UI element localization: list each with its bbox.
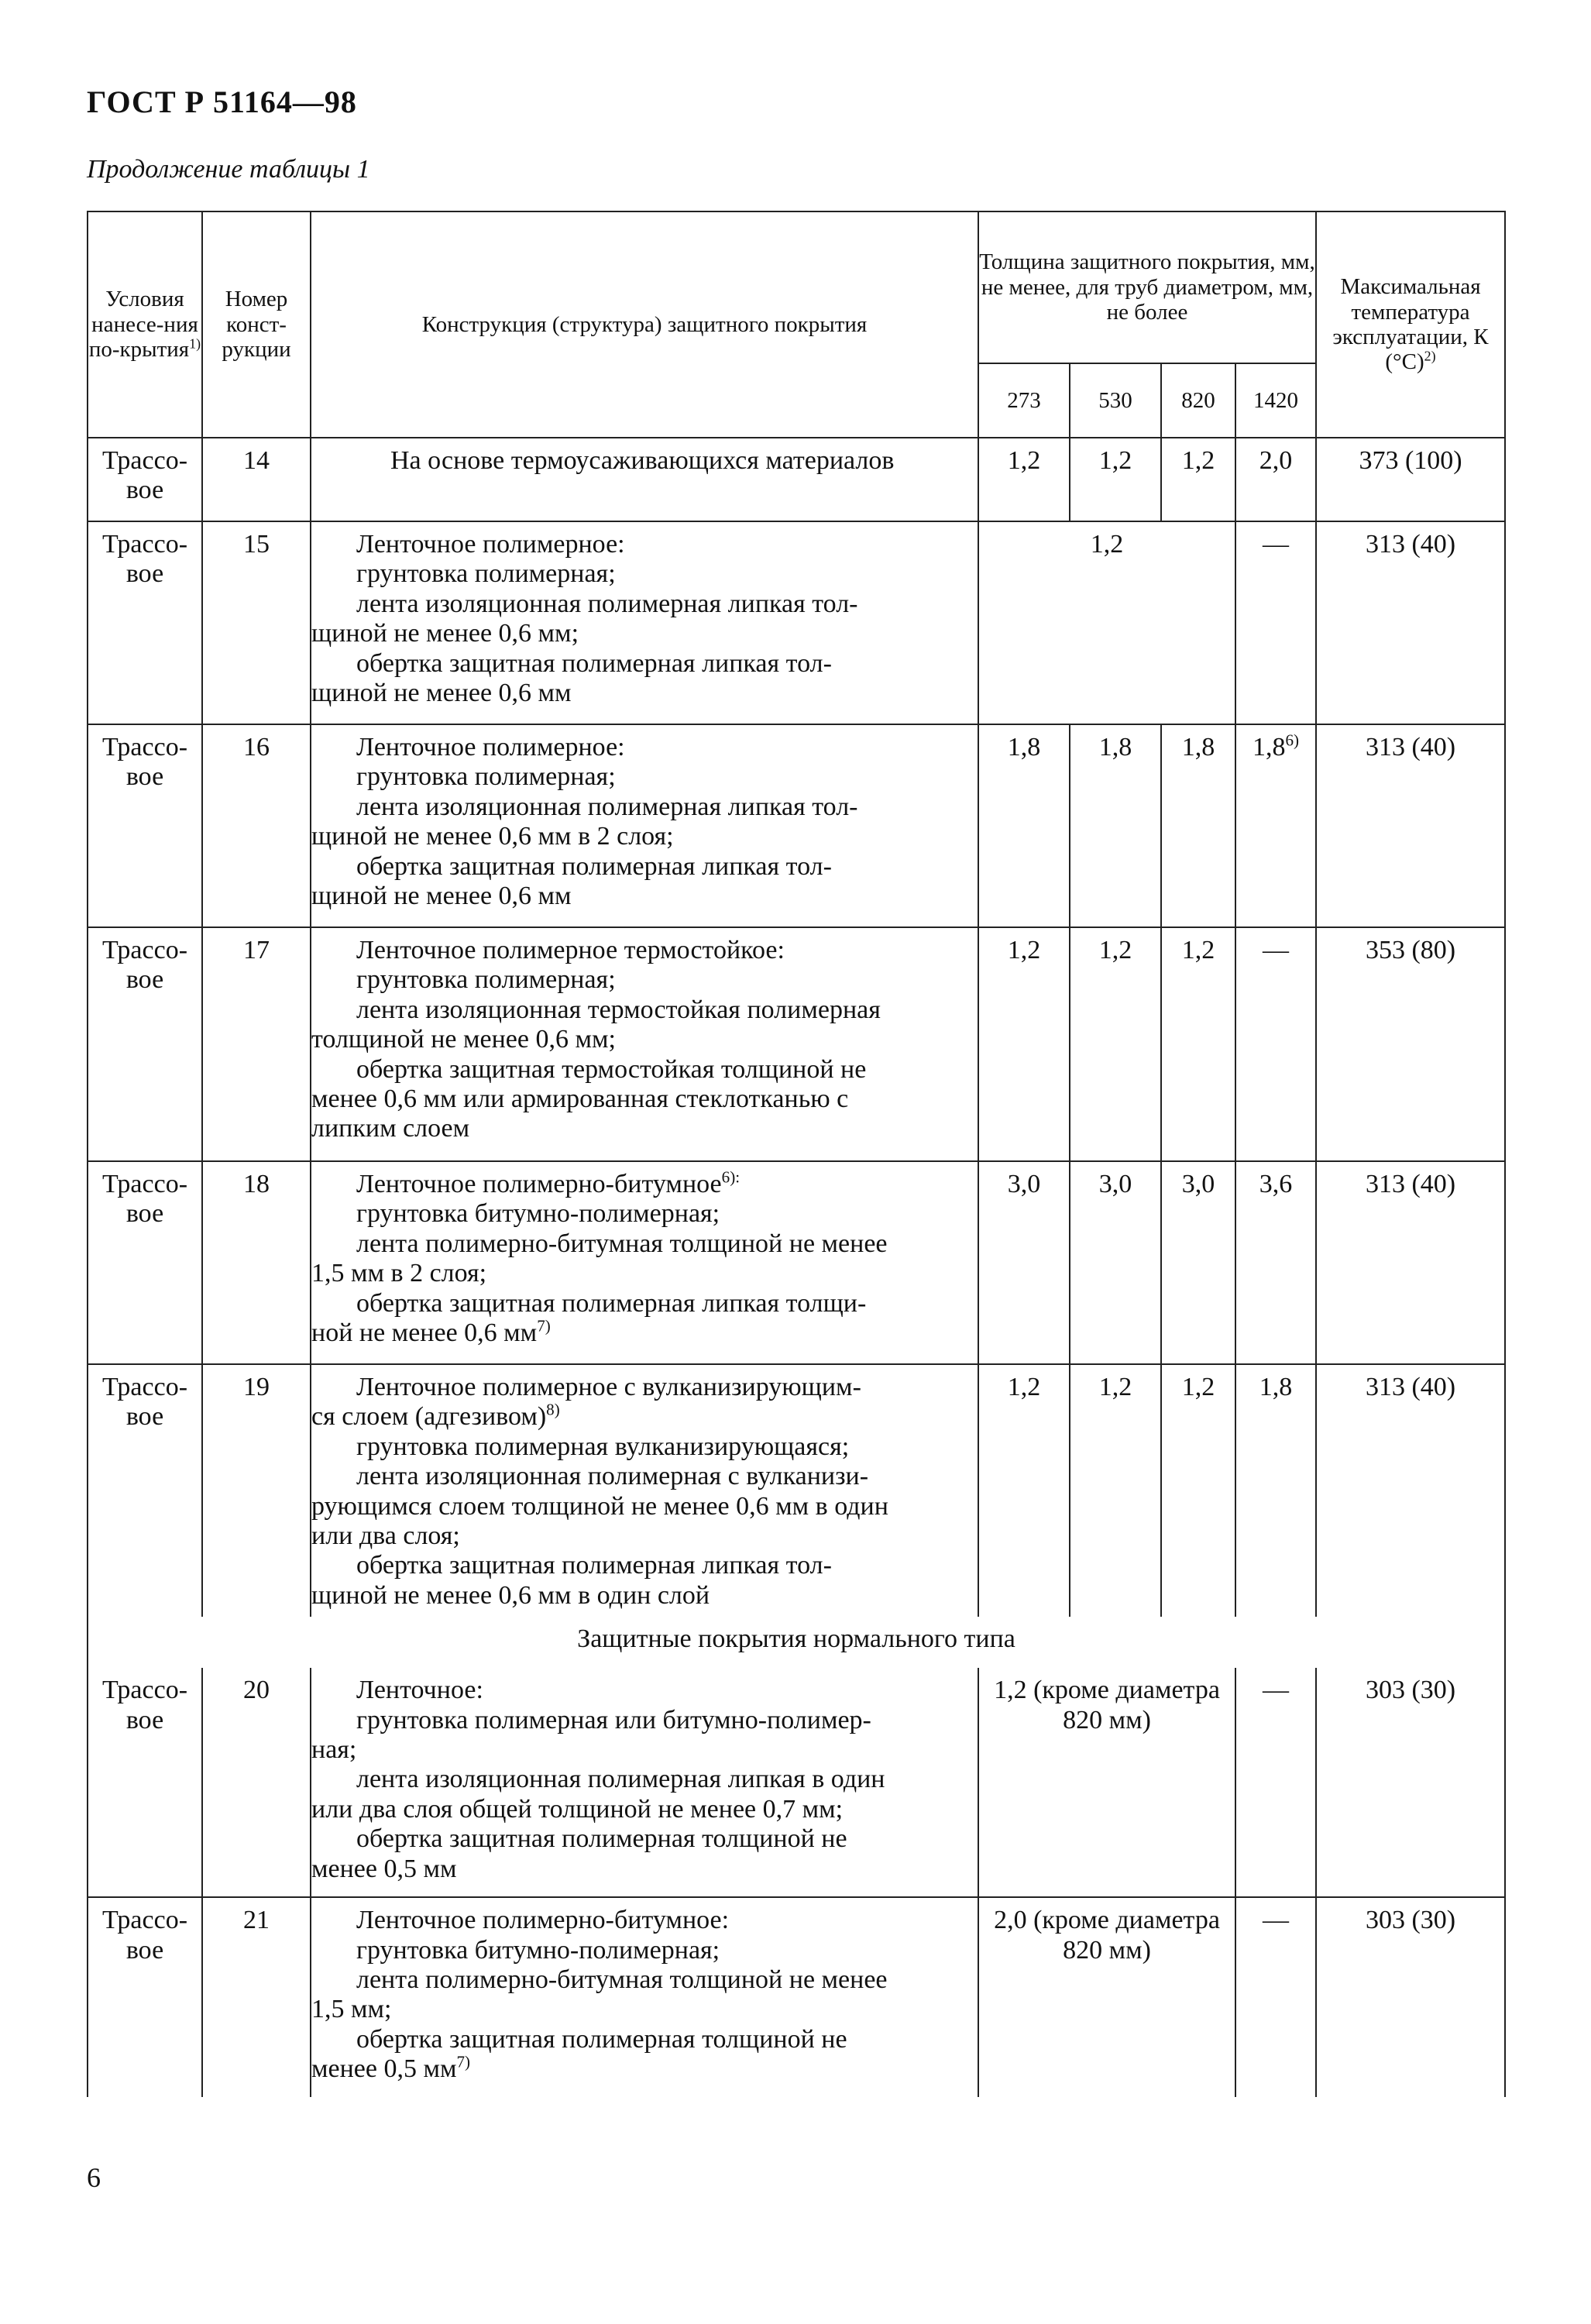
max-temperature: 313 (40) — [1316, 724, 1505, 927]
construction-number: 14 — [202, 438, 311, 521]
thickness-530: 1,2 — [1070, 1364, 1161, 1617]
construction-line: обертка защитная полимерная толщиной не — [356, 2024, 847, 2054]
header-thickness: Толщина защитного покрытия, мм, не менее, для труб диаметром, мм, не более — [978, 211, 1316, 363]
construction-line: 1,5 мм в 2 слоя; — [311, 1259, 487, 1288]
construction-line: лента изоляционная полимерная липкая в один — [356, 1765, 885, 1794]
construction-line: обертка защитная полимерная липкая тол- — [356, 648, 832, 678]
construction-line: щиной не менее 0,6 мм в 2 слоя; — [311, 822, 674, 851]
construction-line: толщиной не менее 0,6 мм; — [311, 1025, 616, 1054]
construction-line: Ленточное полимерное: — [356, 530, 625, 559]
table-row — [88, 1668, 1505, 1897]
construction-line: или два слоя общей толщиной не менее 0,7 мм; — [311, 1794, 844, 1824]
header-diameter-1420: 1420 — [1235, 363, 1316, 438]
construction-description — [311, 1668, 978, 1897]
max-temperature: 313 (40) — [1316, 1364, 1505, 1617]
construction-number: 16 — [202, 724, 311, 927]
construction-description — [311, 1364, 978, 1617]
header-diameter-273: 273 — [978, 363, 1070, 438]
construction-line: лента изоляционная полимерная липкая тол- — [356, 589, 858, 618]
construction-line: Ленточное полимерно-битумное$^{6):}$ — [356, 1167, 741, 1198]
construction-description — [311, 724, 978, 927]
construction-line: Ленточное полимерно-битумное: — [356, 1906, 730, 1935]
construction-description — [311, 1161, 978, 1364]
construction-line: липким слоем — [311, 1114, 470, 1143]
thickness-merged: 1,2 (кроме диаметра 820 мм) — [978, 1668, 1235, 1897]
table-row — [88, 724, 1505, 927]
construction-line: щиной не менее 0,6 мм — [311, 679, 572, 708]
construction-line: обертка защитная термостойкая толщиной не — [356, 1054, 867, 1084]
thickness-1420: — — [1235, 1668, 1316, 1897]
conditions-cell: Трассо-вое — [88, 927, 202, 1161]
construction-line: обертка защитная полимерная липкая толщи- — [356, 1288, 867, 1318]
construction-number: 19 — [202, 1364, 311, 1617]
thickness-820: 1,8 — [1161, 724, 1235, 927]
page-number: 6 — [87, 2162, 101, 2193]
thickness-530: 1,8 — [1070, 724, 1161, 927]
table-row — [88, 927, 1505, 1161]
section-heading-row — [88, 1617, 1505, 1668]
construction-line: лента полимерно-битумная толщиной не менее — [356, 1965, 888, 1995]
construction-line: щиной не менее 0,6 мм в один слой — [311, 1580, 710, 1610]
construction-number: 18 — [202, 1161, 311, 1364]
construction-line: лента изоляционная полимерная с вулканизи- — [356, 1462, 869, 1491]
thickness-273: 1,2 — [978, 927, 1070, 1161]
coating-table — [87, 211, 1506, 2097]
header-max-temperature: Максимальная температура эксплуатации, К $(^\circ С)^{2)}$ — [1316, 211, 1505, 438]
document-title: ГОСТ Р 51164—98 — [87, 84, 357, 119]
max-temperature: 313 (40) — [1316, 521, 1505, 724]
max-temperature: 353 (80) — [1316, 927, 1505, 1161]
conditions-cell: Трассо-вое — [88, 438, 202, 521]
construction-description — [311, 1897, 978, 2097]
thickness-1420: — — [1235, 521, 1316, 724]
header-conditions: Условия нанесе-ния по-крытия$^{1)}$ — [88, 211, 202, 438]
max-temperature: 303 (30) — [1316, 1668, 1505, 1897]
table-row — [88, 1161, 1505, 1364]
thickness-1420: 1,8 — [1235, 1364, 1316, 1617]
construction-number: 21 — [202, 1897, 311, 2097]
construction-line: или два слоя; — [311, 1521, 460, 1551]
thickness-530: 3,0 — [1070, 1161, 1161, 1364]
construction-line: щиной не менее 0,6 мм — [311, 882, 572, 911]
construction-line: грунтовка полимерная вулканизирующаяся; — [356, 1432, 850, 1461]
construction-line: ся слоем (адгезивом)$^{8)}$ — [311, 1401, 560, 1432]
conditions-cell: Трассо-вое — [88, 724, 202, 927]
construction-line: рующимся слоем толщиной не менее 0,6 мм в один — [311, 1491, 888, 1521]
thickness-820: 3,0 — [1161, 1161, 1235, 1364]
construction-line: лента изоляционная термостойкая полимерная — [356, 995, 881, 1024]
thickness-1420: — — [1235, 927, 1316, 1161]
thickness-273: 1,2 — [978, 1364, 1070, 1617]
construction-line: щиной не менее 0,6 мм; — [311, 619, 579, 648]
thickness-273: 1,2 — [978, 438, 1070, 521]
thickness-merged: 2,0 (кроме диаметра 820 мм) — [978, 1897, 1235, 2097]
construction-line: обертка защитная полимерная толщиной не — [356, 1824, 847, 1854]
construction-line: грунтовка полимерная или битумно-полимер- — [356, 1705, 871, 1734]
table-row — [88, 1364, 1505, 1617]
section-heading: Защитные покрытия нормального типа — [88, 1617, 1505, 1668]
construction-line: грунтовка битумно-полимерная; — [356, 1199, 720, 1229]
thickness-1420: — — [1235, 1897, 1316, 2097]
construction-line: Ленточное полимерное термостойкое: — [356, 936, 785, 964]
header-diameter-530: 530 — [1070, 363, 1161, 438]
construction-line: менее 0,5 мм — [311, 1854, 457, 1883]
table-row — [88, 1897, 1505, 2097]
construction-line: Ленточное полимерное с вулканизирующим- — [356, 1373, 861, 1401]
construction-number: 17 — [202, 927, 311, 1161]
construction-line: На основе термоусаживающихся материалов — [390, 446, 895, 475]
thickness-1420: 2,0 — [1235, 438, 1316, 521]
construction-line: лента изоляционная полимерная липкая тол- — [356, 792, 858, 821]
max-temperature: 303 (30) — [1316, 1897, 1505, 2097]
construction-number: 20 — [202, 1668, 311, 1897]
construction-line: менее 0,5 $мм^{7)}$ — [311, 2052, 471, 2084]
construction-description — [311, 927, 978, 1161]
conditions-cell: Трассо-вое — [88, 1897, 202, 2097]
construction-line: грунтовка полимерная; — [356, 762, 616, 792]
conditions-cell: Трассо-вое — [88, 1668, 202, 1897]
thickness-820: 1,2 — [1161, 438, 1235, 521]
construction-line: грунтовка полимерная; — [356, 559, 616, 589]
construction-line: ная; — [311, 1735, 357, 1765]
thickness-530: 1,2 — [1070, 438, 1161, 521]
conditions-cell: Трассо-вое — [88, 1161, 202, 1364]
construction-line: обертка защитная полимерная липкая тол- — [356, 1551, 832, 1580]
thickness-1420: 3,6 — [1235, 1161, 1316, 1364]
table-caption: Продолжение таблицы 1 — [87, 155, 370, 184]
construction-line: ной не менее 0,6 $мм^{7)}$ — [311, 1316, 551, 1348]
conditions-cell: Трассо-вое — [88, 1364, 202, 1617]
thickness-273: 1,8 — [978, 724, 1070, 927]
construction-line: лента полимерно-битумная толщиной не менее — [356, 1229, 888, 1258]
thickness-530: 1,2 — [1070, 927, 1161, 1161]
construction-line: грунтовка битумно-полимерная; — [356, 1935, 720, 1965]
header-construction: Конструкция (структура) защитного покрытия — [311, 211, 978, 438]
conditions-cell: Трассо-вое — [88, 521, 202, 724]
construction-line: Ленточное полимерное: — [356, 733, 625, 761]
thickness-273: 3,0 — [978, 1161, 1070, 1364]
thickness-820: 1,2 — [1161, 927, 1235, 1161]
max-temperature: 373 (100) — [1316, 438, 1505, 521]
construction-line: обертка защитная полимерная липкая тол- — [356, 851, 832, 881]
construction-line: Ленточное: — [356, 1676, 483, 1705]
construction-number: 15 — [202, 521, 311, 724]
header-diameter-820: 820 — [1161, 363, 1235, 438]
thickness-1420: 1,8$^{6)}$ — [1235, 724, 1316, 927]
construction-description — [311, 438, 978, 521]
construction-line: менее 0,6 мм или армированная стеклотканью с — [311, 1085, 849, 1114]
construction-line: грунтовка полимерная; — [356, 965, 616, 995]
table-row — [88, 438, 1505, 521]
thickness-820: 1,2 — [1161, 1364, 1235, 1617]
table-row — [88, 521, 1505, 724]
thickness-merged: 1,2 — [978, 521, 1235, 724]
construction-line: 1,5 мм; — [311, 1995, 392, 2024]
construction-description — [311, 521, 978, 724]
header-construction-number: Номер конст-рукции — [202, 211, 311, 438]
max-temperature: 313 (40) — [1316, 1161, 1505, 1364]
